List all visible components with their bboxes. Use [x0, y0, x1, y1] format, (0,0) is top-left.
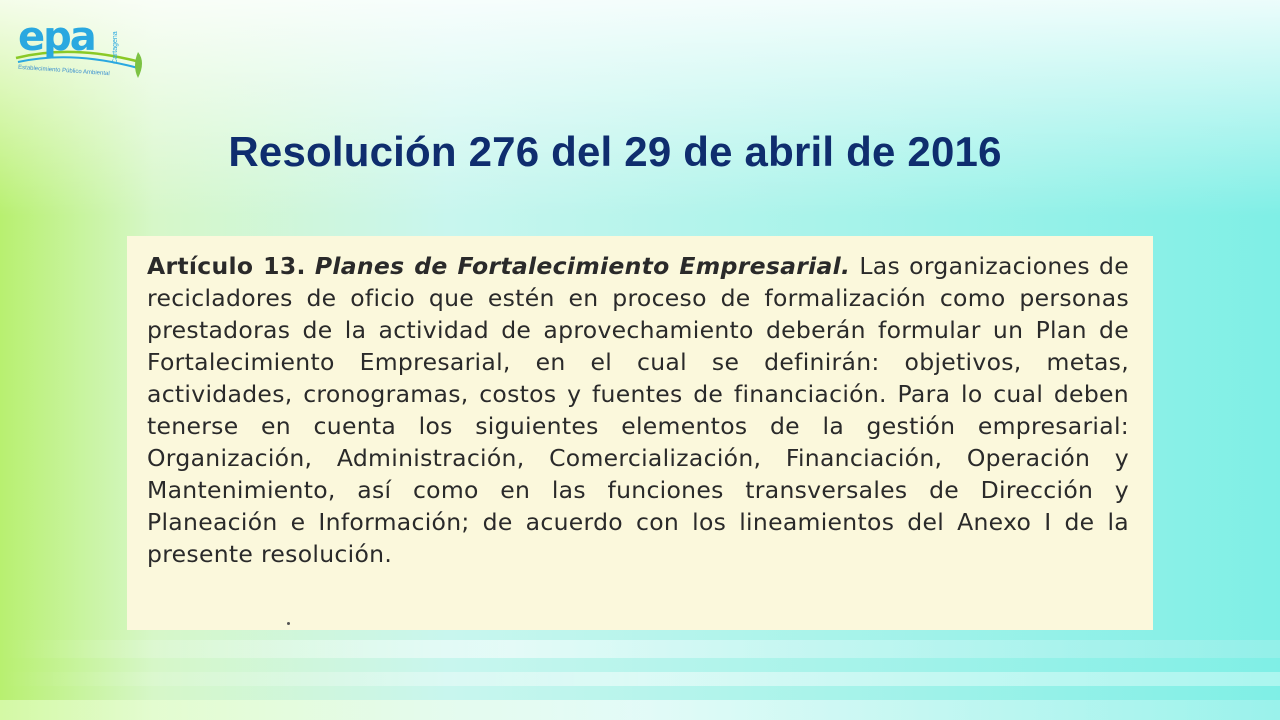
document-excerpt [127, 236, 1153, 630]
article-title: Planes de Fortalecimiento Empresarial. [314, 252, 851, 280]
article-body: Las organizaciones de recicladores de oficio que estén en proceso de formalización como personas prestadoras de la actividad de aprovechamiento deberán formular un Plan de Fortalecimiento Empresarial, en el cual se definirán: objetivos, metas, actividades, cronogramas, costos y fuentes de financiación. Para lo cual deben tenerse en cuenta los siguientes elementos de la gestión empresarial: Organización, Administración, Comercialización, Financiación, Operación y Mantenimiento, así como en las funciones transversales de Dirección y Planeación e Información; de acuerdo con los lineamientos del Anexo I de la presente resolución. [147, 252, 1129, 568]
logo-wordmark: epa [18, 14, 95, 60]
background-stripe [0, 640, 1280, 658]
background-stripe [0, 672, 1280, 686]
article-label: Artículo 13. [147, 252, 306, 280]
logo-subtitle: Establecimiento Público Ambiental [17, 64, 110, 78]
slide-title: Resolución 276 del 29 de abril de 2016 [228, 128, 1002, 175]
article-paragraph [147, 250, 1129, 570]
scan-speck [287, 622, 290, 625]
epa-logo [12, 14, 152, 84]
logo-side-text: Cartagena [112, 31, 119, 64]
background-stripe [0, 700, 1280, 720]
